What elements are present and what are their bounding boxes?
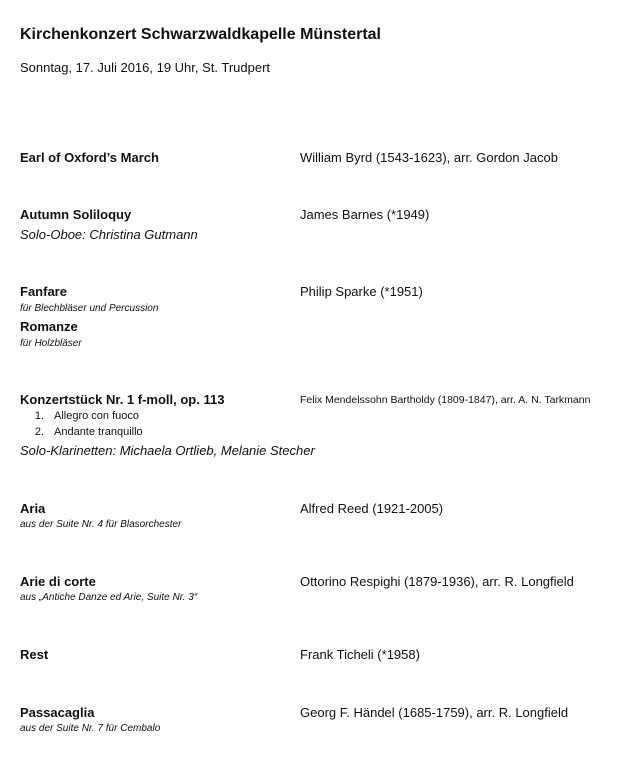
composer: Georg F. Händel (1685-1759), arr. R. Longfield: [300, 705, 569, 720]
work-title: Passacaglia: [20, 705, 95, 720]
soloist: Solo-Klarinetten: Michaela Ortlieb, Melanie Stecher: [20, 443, 315, 458]
work-note: aus der Suite Nr. 7 für Cembalo: [20, 723, 161, 734]
work-title: Aria: [20, 501, 46, 516]
work-note: für Holzbläser: [20, 338, 82, 349]
work-note: aus der Suite Nr. 4 für Blasorchester: [20, 519, 182, 530]
concert-date-location: Sonntag, 17. Juli 2016, 19 Uhr, St. Trudpert: [20, 60, 271, 75]
work-note: aus „Antiche Danze ed Arie, Suite Nr. 3“: [20, 592, 198, 603]
work-title: Arie di corte: [20, 574, 96, 589]
work-title: Romanze: [20, 319, 78, 334]
movement-title: Andante tranquillo: [54, 426, 143, 438]
work-title: Rest: [20, 647, 49, 662]
soloist: Solo-Oboe: Christina Gutmann: [20, 227, 198, 242]
movement-number: 1.: [34, 410, 44, 422]
movement-item: [20, 410, 139, 422]
work-title: Fanfare: [20, 284, 67, 299]
composer: James Barnes (*1949): [300, 207, 430, 222]
page-title: Kirchenkonzert Schwarzwaldkapelle Münstertal: [20, 26, 381, 43]
composer: Philip Sparke (*1951): [300, 284, 423, 299]
movement-title: Allegro con fuoco: [54, 410, 139, 422]
work-title: Autumn Soliloquy: [20, 207, 132, 222]
work-title: Konzertstück Nr. 1 f-moll, op. 113: [20, 392, 225, 407]
composer: Felix Mendelssohn Bartholdy (1809-1847), arr. A. N. Tarkmann: [300, 394, 591, 406]
composer: Alfred Reed (1921-2005): [300, 501, 444, 516]
movement-item: [20, 426, 143, 438]
movement-number: 2.: [34, 426, 44, 438]
composer: Ottorino Respighi (1879-1936), arr. R. Longfield: [300, 574, 574, 589]
composer: Frank Ticheli (*1958): [300, 647, 420, 662]
work-title: Earl of Oxford’s March: [20, 150, 159, 165]
work-note: für Blechbläser und Percussion: [20, 303, 159, 314]
composer: William Byrd (1543-1623), arr. Gordon Jacob: [300, 150, 558, 165]
